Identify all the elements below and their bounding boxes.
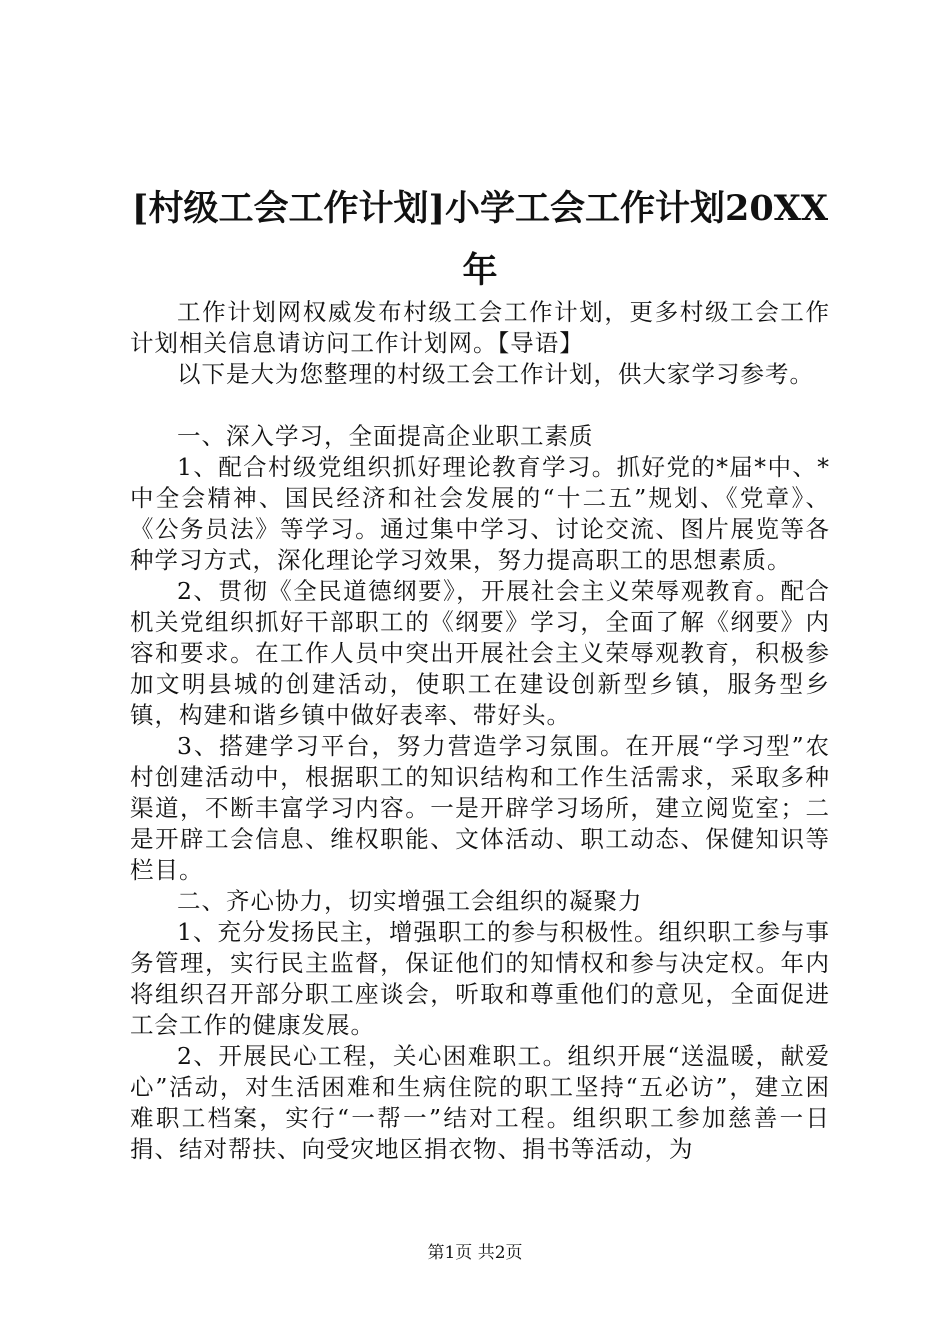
section-heading-1: 一、深入学习，全面提高企业职工素质 bbox=[177, 422, 594, 450]
page-footer: 第1页 共2页 bbox=[427, 1243, 523, 1263]
paragraph-2-1: 1、充分发扬民主，增强职工的参与积极性。组织职工参与事务管理，实行民主监督，保证他们的知情权和参与决定权。年内将组织召开部分职工座谈会，听取和尊重他们的意见，全面促进工会工作的健康发展。 bbox=[130, 918, 830, 1039]
document-title: [村级工会工作计划]小学工会工作计划20XX年 bbox=[131, 188, 829, 291]
intro-paragraph: 工作计划网权威发布村级工会工作计划，更多村级工会工作计划相关信息请访问工作计划网。【导语】 bbox=[130, 298, 830, 357]
document-body bbox=[130, 297, 830, 1165]
section-heading-2: 二、齐心协力，切实增强工会组织的凝聚力 bbox=[177, 887, 643, 915]
paragraph-1-1: 1、配合村级党组织抓好理论教育学习。抓好党的*届*中、*中全会精神、国民经济和社会发展的“十二五”规划、《党章》、《公务员法》等学习。通过集中学习、讨论交流、图片展览等各种学习方式，深化理论学习效果，努力提高职工的思想素质。 bbox=[130, 453, 830, 574]
paragraph-1-3: 3、搭建学习平台，努力营造学习氛围。在开展“学习型”农村创建活动中，根据职工的知识结构和工作生活需求，采取多种渠道，不断丰富学习内容。一是开辟学习场所，建立阅览室；二是开辟工会信息、维权职能、文体活动、职工动态、保健知识等栏目。 bbox=[130, 732, 830, 884]
paragraph-2-2: 2、开展民心工程，关心困难职工。组织开展“送温暖，献爱心”活动，对生活困难和生病住院的职工坚持“五必访”，建立困难职工档案，实行“一帮一”结对工程。组织职工参加慈善一日捐、结对帮扶、向受灾地区捐衣物、捐书等活动，为 bbox=[130, 1042, 830, 1163]
paragraph-1-2: 2、贯彻《全民道德纲要》，开展社会主义荣辱观教育。配合机关党组织抓好干部职工的《纲要》学习，全面了解《纲要》内容和要求。在工作人员中突出开展社会主义荣辱观教育，积极参加文明县城的创建活动，使职工在建设创新型乡镇，服务型乡镇，构建和谐乡镇中做好表率、带好头。 bbox=[130, 577, 830, 729]
lead-paragraph: 以下是大为您整理的村级工会工作计划，供大家学习参考。 bbox=[177, 360, 814, 388]
